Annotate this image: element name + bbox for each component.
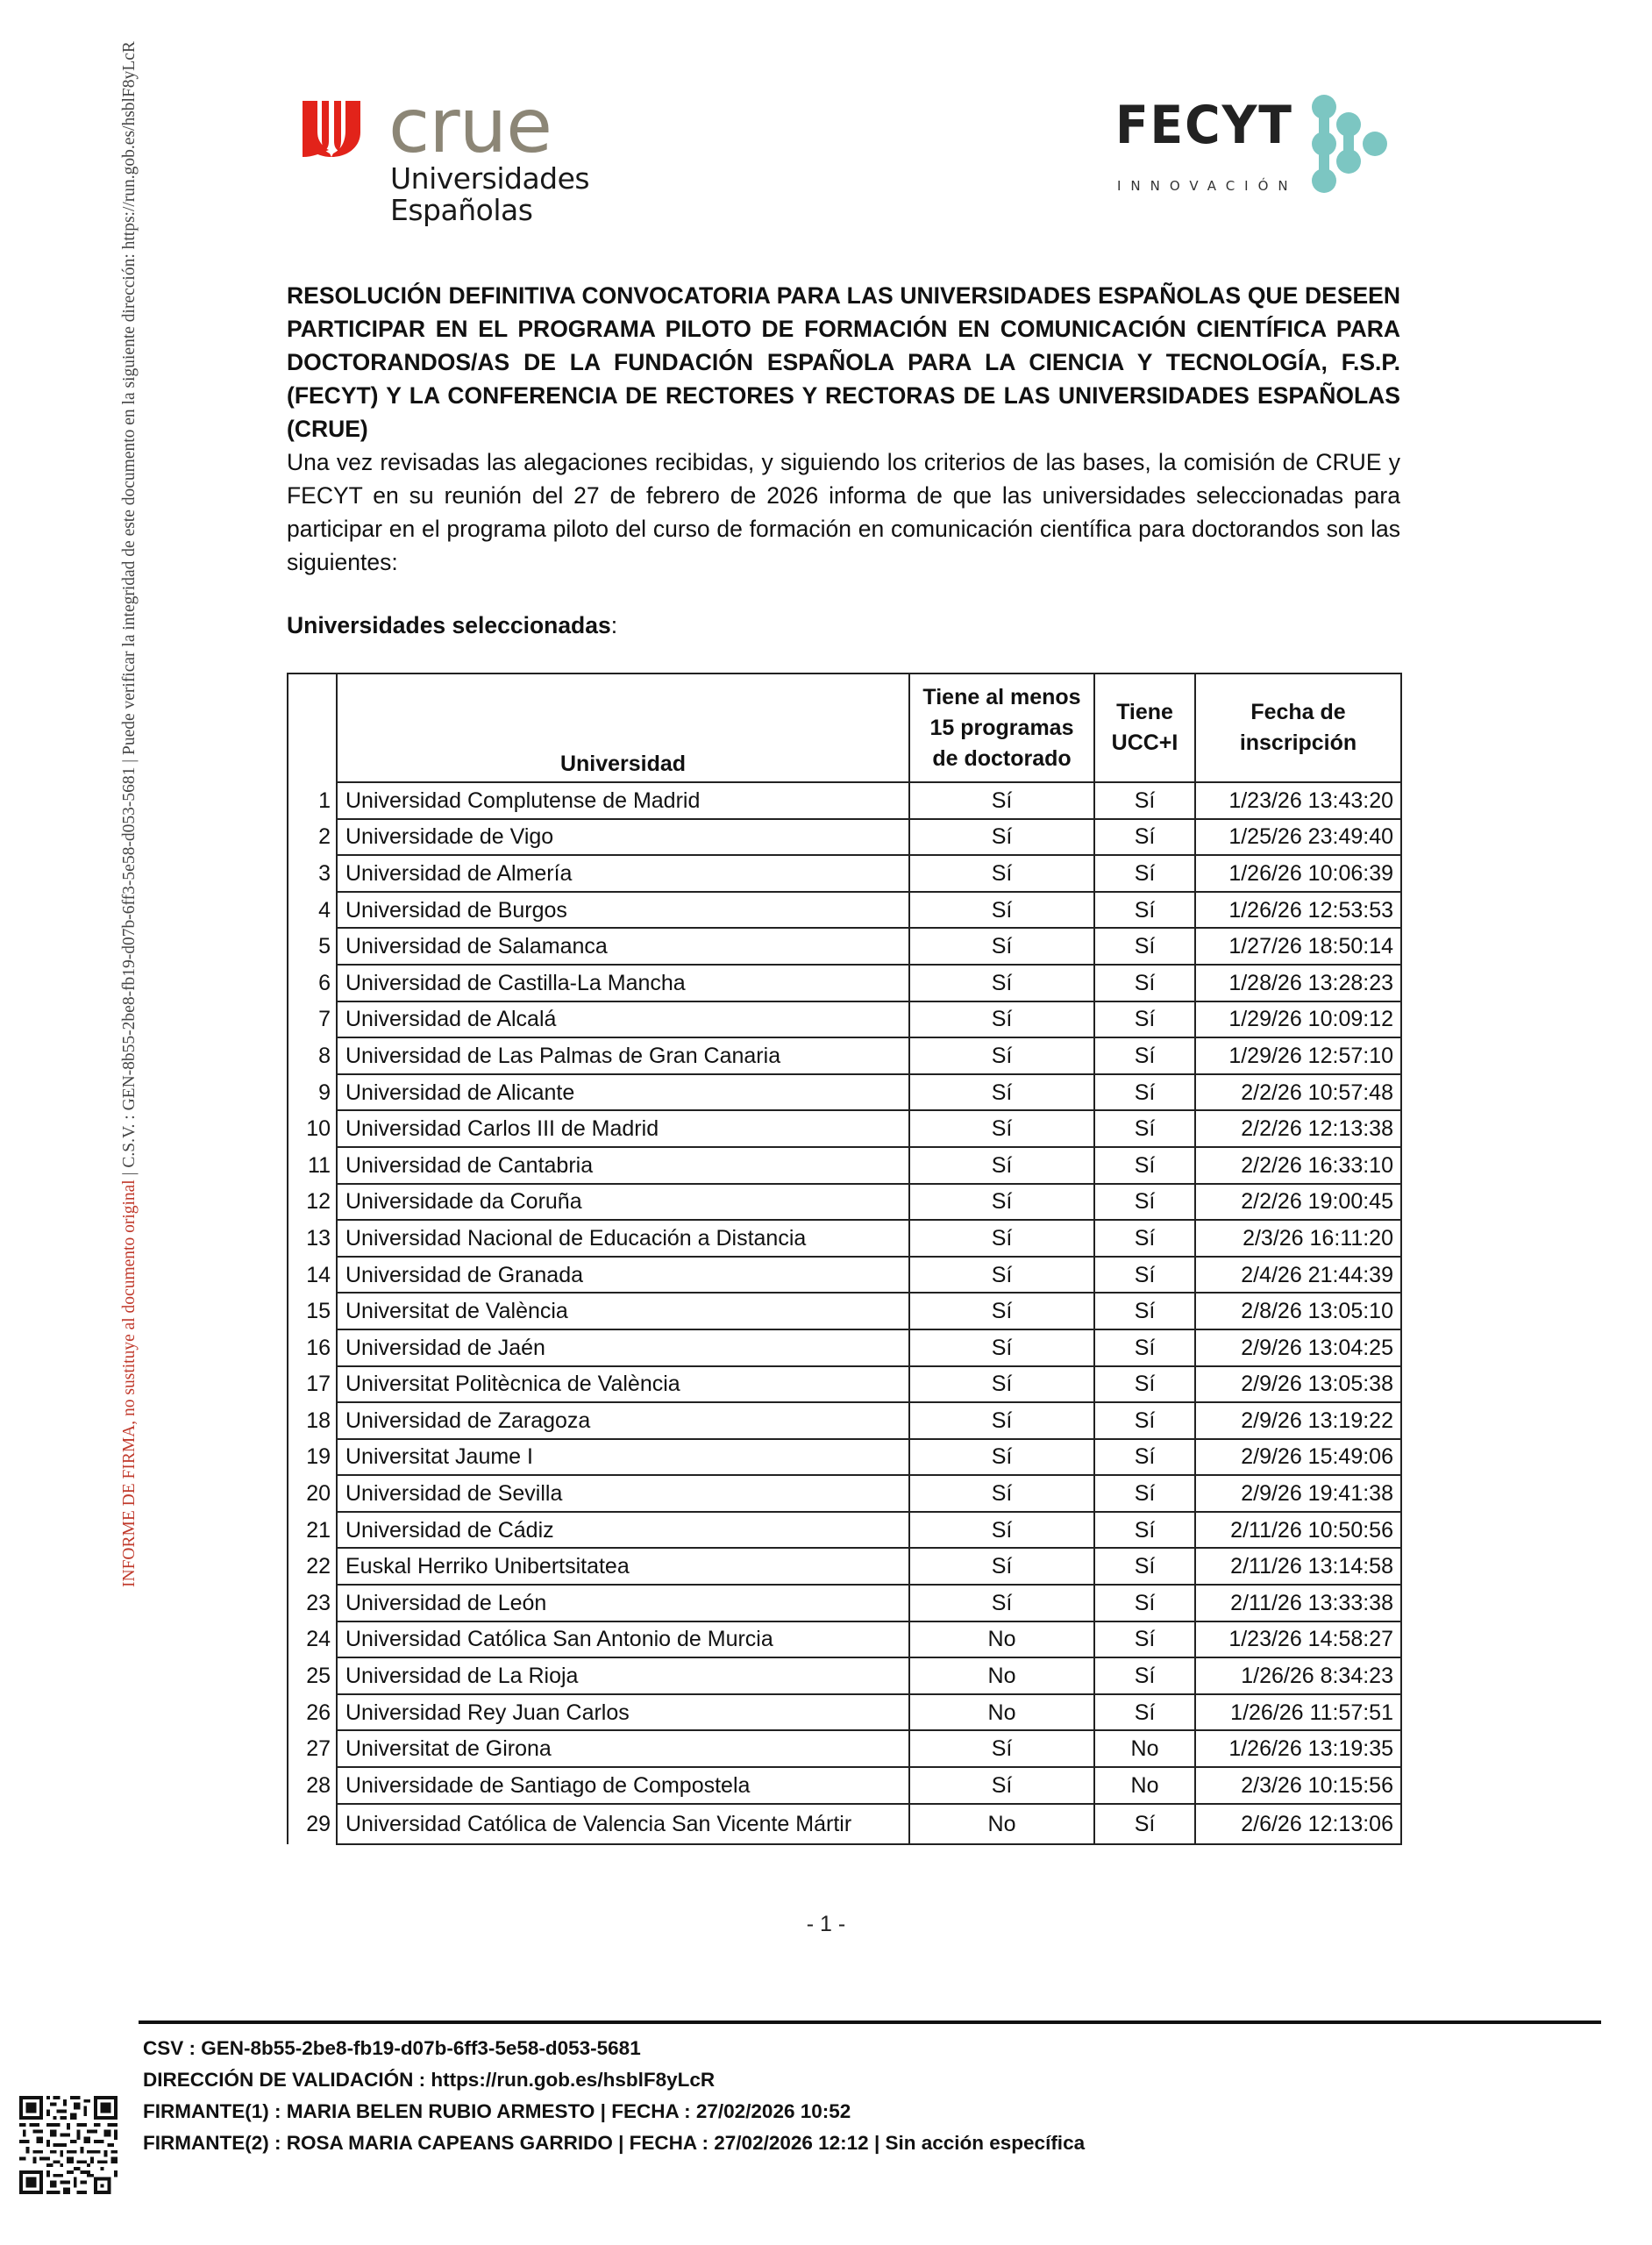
university-name: Euskal Herriko Unibertsitatea	[337, 1548, 909, 1585]
university-name: Universidad Complutense de Madrid	[337, 782, 909, 819]
footer-csv: CSV : GEN-8b55-2be8-fb19-d07b-6ff3-5e58-d053-5681	[143, 2037, 641, 2059]
registration-date: 1/25/26 23:49:40	[1195, 819, 1401, 856]
side-stamp-csv-text: | C.S.V. : GEN-8b55-2be8-fb19-d07b-6ff3-5e58-d053-5681 | Puede verificar la integridad de este documento en la siguiente dirección: https://run.gob.es/hsblF8yLcR	[120, 41, 139, 1180]
has-15-programs: Sí	[909, 892, 1094, 929]
footer-divider	[139, 2020, 1601, 2024]
has-15-programs: Sí	[909, 1767, 1094, 1804]
row-number: 22	[288, 1548, 337, 1585]
table-row	[288, 965, 1401, 1001]
university-name: Universidad Nacional de Educación a Distancia	[337, 1220, 909, 1257]
table-row	[288, 1657, 1401, 1694]
row-number: 1	[288, 782, 337, 819]
crue-subtitle-line1: Universidades	[390, 161, 590, 196]
row-number: 24	[288, 1621, 337, 1658]
crue-wordmark: crue	[388, 82, 552, 170]
table-row	[288, 1184, 1401, 1221]
row-number: 17	[288, 1366, 337, 1403]
registration-date: 2/9/26 19:41:38	[1195, 1475, 1401, 1512]
registration-date: 2/2/26 10:57:48	[1195, 1074, 1401, 1111]
registration-date: 2/4/26 21:44:39	[1195, 1257, 1401, 1294]
row-number: 27	[288, 1730, 337, 1767]
university-name: Universidad Católica San Antonio de Murcia	[337, 1621, 909, 1658]
row-number: 12	[288, 1184, 337, 1221]
universities-table	[287, 673, 1402, 1845]
table-row	[288, 1074, 1401, 1111]
university-name: Universidade de Santiago de Compostela	[337, 1767, 909, 1804]
table-row	[288, 1767, 1401, 1804]
has-ucci: Sí	[1094, 1657, 1195, 1694]
footer-signer-2: FIRMANTE(2) : ROSA MARIA CAPEANS GARRIDO | FECHA : 27/02/2026 12:12 | Sin acción específica	[143, 2132, 1086, 2154]
university-name: Universidad de Castilla-La Mancha	[337, 965, 909, 1001]
registration-date: 2/9/26 15:49:06	[1195, 1439, 1401, 1476]
section-heading	[287, 609, 617, 642]
header-programas: Tiene al menos 15 programas de doctorado	[909, 674, 1094, 782]
university-name: Universidade de Vigo	[337, 819, 909, 856]
table-row	[288, 1694, 1401, 1731]
registration-date: 2/2/26 19:00:45	[1195, 1184, 1401, 1221]
section-heading-text: Universidades seleccionadas	[287, 612, 611, 638]
has-ucci: Sí	[1094, 928, 1195, 965]
registration-date: 2/9/26 13:04:25	[1195, 1329, 1401, 1366]
registration-date: 1/26/26 8:34:23	[1195, 1657, 1401, 1694]
has-15-programs: Sí	[909, 1402, 1094, 1439]
university-name: Universitat Politècnica de València	[337, 1366, 909, 1403]
header-universidad: Universidad	[337, 674, 909, 782]
has-15-programs: Sí	[909, 1257, 1094, 1294]
has-ucci: Sí	[1094, 855, 1195, 892]
has-ucci: Sí	[1094, 1694, 1195, 1731]
crue-logo	[303, 82, 590, 230]
table-row	[288, 1804, 1401, 1844]
table-row	[288, 1329, 1401, 1366]
has-ucci: Sí	[1094, 1001, 1195, 1038]
has-15-programs: Sí	[909, 965, 1094, 1001]
has-15-programs: Sí	[909, 1220, 1094, 1257]
signature-footer	[143, 2033, 1085, 2159]
row-number: 8	[288, 1037, 337, 1074]
has-15-programs: Sí	[909, 1730, 1094, 1767]
registration-date: 2/6/26 12:13:06	[1195, 1804, 1401, 1844]
row-number: 9	[288, 1074, 337, 1111]
qr-code-icon	[19, 2096, 117, 2194]
has-15-programs: Sí	[909, 1585, 1094, 1621]
table-row	[288, 1110, 1401, 1147]
has-15-programs: No	[909, 1804, 1094, 1844]
row-number: 29	[288, 1804, 337, 1844]
has-ucci: Sí	[1094, 1475, 1195, 1512]
fecyt-molecule-icon	[1305, 92, 1392, 210]
row-number: 11	[288, 1147, 337, 1184]
registration-date: 1/29/26 12:57:10	[1195, 1037, 1401, 1074]
university-name: Universitat de Girona	[337, 1730, 909, 1767]
has-ucci: Sí	[1094, 819, 1195, 856]
university-name: Universidad de La Rioja	[337, 1657, 909, 1694]
university-name: Universidad de Cantabria	[337, 1147, 909, 1184]
row-number: 13	[288, 1220, 337, 1257]
row-number: 14	[288, 1257, 337, 1294]
row-number: 26	[288, 1694, 337, 1731]
has-15-programs: Sí	[909, 928, 1094, 965]
university-name: Universidad de Burgos	[337, 892, 909, 929]
has-ucci: Sí	[1094, 1220, 1195, 1257]
row-number: 19	[288, 1439, 337, 1476]
table-row	[288, 1037, 1401, 1074]
table-row	[288, 928, 1401, 965]
registration-date: 2/9/26 13:19:22	[1195, 1402, 1401, 1439]
university-name: Universidad de Sevilla	[337, 1475, 909, 1512]
crue-shield-icon	[303, 101, 360, 157]
university-name: Universidad de Zaragoza	[337, 1402, 909, 1439]
university-name: Universidade da Coruña	[337, 1184, 909, 1221]
table-row	[288, 1475, 1401, 1512]
has-ucci: Sí	[1094, 1366, 1195, 1403]
header-ucci: Tiene UCC+I	[1094, 674, 1195, 782]
has-15-programs: No	[909, 1657, 1094, 1694]
university-name: Universidad de Almería	[337, 855, 909, 892]
university-name: Universitat Jaume I	[337, 1439, 909, 1476]
registration-date: 2/11/26 10:50:56	[1195, 1512, 1401, 1549]
registration-date: 2/3/26 10:15:56	[1195, 1767, 1401, 1804]
has-15-programs: No	[909, 1694, 1094, 1731]
has-ucci: Sí	[1094, 1184, 1195, 1221]
has-15-programs: Sí	[909, 819, 1094, 856]
document-title: RESOLUCIÓN DEFINITIVA CONVOCATORIA PARA LAS UNIVERSIDADES ESPAÑOLAS QUE DESEEN PARTICIPAR EN EL PROGRAMA PILOTO DE FORMACIÓN EN COMUNICACIÓN CIENTÍFICA PARA DOCTORANDOS/AS DE LA FUNDACIÓN ESPAÑOLA PARA LA CIENCIA Y TECNOLOGÍA, F.S.P. (FECYT) Y LA CONFERENCIA DE RECTORES Y RECTORAS DE LAS UNIVERSIDADES ESPAÑOLAS (CRUE)	[287, 282, 1400, 442]
table-row	[288, 1001, 1401, 1038]
table-row	[288, 782, 1401, 819]
university-name: Universitat de València	[337, 1293, 909, 1329]
registration-date: 1/29/26 10:09:12	[1195, 1001, 1401, 1038]
row-number: 25	[288, 1657, 337, 1694]
has-ucci: Sí	[1094, 1548, 1195, 1585]
university-name: Universidad de Granada	[337, 1257, 909, 1294]
table-row	[288, 1293, 1401, 1329]
university-name: Universidad Carlos III de Madrid	[337, 1110, 909, 1147]
has-ucci: Sí	[1094, 1147, 1195, 1184]
row-number: 23	[288, 1585, 337, 1621]
has-ucci: No	[1094, 1767, 1195, 1804]
registration-date: 1/26/26 13:19:35	[1195, 1730, 1401, 1767]
registration-date: 2/2/26 12:13:38	[1195, 1110, 1401, 1147]
has-ucci: Sí	[1094, 1804, 1195, 1844]
has-15-programs: Sí	[909, 855, 1094, 892]
has-15-programs: Sí	[909, 1074, 1094, 1111]
has-ucci: Sí	[1094, 1110, 1195, 1147]
has-15-programs: Sí	[909, 1329, 1094, 1366]
registration-date: 2/3/26 16:11:20	[1195, 1220, 1401, 1257]
registration-date: 1/23/26 14:58:27	[1195, 1621, 1401, 1658]
has-ucci: Sí	[1094, 1402, 1195, 1439]
fecyt-subtitle: INNOVACIÓN	[1117, 178, 1298, 194]
footer-validation-url: DIRECCIÓN DE VALIDACIÓN : https://run.gob.es/hsblF8yLcR	[143, 2069, 716, 2091]
has-15-programs: Sí	[909, 1293, 1094, 1329]
table-row	[288, 1257, 1401, 1294]
registration-date: 1/27/26 18:50:14	[1195, 928, 1401, 965]
has-15-programs: Sí	[909, 1184, 1094, 1221]
registration-date: 1/26/26 12:53:53	[1195, 892, 1401, 929]
row-number: 5	[288, 928, 337, 965]
has-ucci: Sí	[1094, 1037, 1195, 1074]
university-name: Universidad Católica de Valencia San Vicente Mártir	[337, 1804, 909, 1844]
registration-date: 1/28/26 13:28:23	[1195, 965, 1401, 1001]
row-number: 7	[288, 1001, 337, 1038]
registration-date: 1/26/26 10:06:39	[1195, 855, 1401, 892]
has-ucci: Sí	[1094, 782, 1195, 819]
has-15-programs: Sí	[909, 1548, 1094, 1585]
registration-date: 1/26/26 11:57:51	[1195, 1694, 1401, 1731]
has-15-programs: Sí	[909, 1001, 1094, 1038]
row-number: 10	[288, 1110, 337, 1147]
table-row	[288, 855, 1401, 892]
row-number: 20	[288, 1475, 337, 1512]
university-name: Universidad de León	[337, 1585, 909, 1621]
university-name: Universidad de Las Palmas de Gran Canaria	[337, 1037, 909, 1074]
document-body-paragraph: Una vez revisadas las alegaciones recibidas, y siguiendo los criterios de las bases, la comisión de CRUE y FECYT en su reunión del 27 de febrero de 2026 informa de que las universidades seleccionadas para participar en el programa piloto del curso de formación en comunicación científica para doctorandos son las siguientes:	[287, 449, 1400, 575]
registration-date: 2/9/26 13:05:38	[1195, 1366, 1401, 1403]
side-stamp-warning: INFORME DE FIRMA, no sustituye al documento original	[120, 1180, 139, 1587]
registration-date: 2/8/26 13:05:10	[1195, 1293, 1401, 1329]
row-number: 15	[288, 1293, 337, 1329]
page-number: - 1 -	[806, 1912, 846, 1936]
has-ucci: Sí	[1094, 1512, 1195, 1549]
registration-date: 2/11/26 13:33:38	[1195, 1585, 1401, 1621]
has-15-programs: No	[909, 1621, 1094, 1658]
university-name: Universidad Rey Juan Carlos	[337, 1694, 909, 1731]
fecyt-wordmark: FECYT	[1115, 95, 1293, 156]
table-row	[288, 1512, 1401, 1549]
table-row	[288, 1147, 1401, 1184]
row-number: 21	[288, 1512, 337, 1549]
section-heading-colon: :	[610, 612, 618, 638]
side-verification-stamp	[119, 41, 140, 1587]
registration-date: 2/2/26 16:33:10	[1195, 1147, 1401, 1184]
has-15-programs: Sí	[909, 1037, 1094, 1074]
row-number: 2	[288, 819, 337, 856]
table-row	[288, 819, 1401, 856]
has-15-programs: Sí	[909, 1110, 1094, 1147]
row-number: 16	[288, 1329, 337, 1366]
table-row	[288, 1585, 1401, 1621]
registration-date: 1/23/26 13:43:20	[1195, 782, 1401, 819]
crue-subtitle-line2: Españolas	[390, 193, 533, 227]
has-ucci: Sí	[1094, 1439, 1195, 1476]
table-row	[288, 1220, 1401, 1257]
university-name: Universidad de Cádiz	[337, 1512, 909, 1549]
table-row	[288, 1366, 1401, 1403]
table-row	[288, 1402, 1401, 1439]
table-row	[288, 892, 1401, 929]
has-15-programs: Sí	[909, 1366, 1094, 1403]
has-ucci: Sí	[1094, 1257, 1195, 1294]
has-15-programs: Sí	[909, 1475, 1094, 1512]
university-name: Universidad de Jaén	[337, 1329, 909, 1366]
table-header-row	[288, 674, 1401, 782]
row-number: 18	[288, 1402, 337, 1439]
has-ucci: Sí	[1094, 1074, 1195, 1111]
has-ucci: Sí	[1094, 892, 1195, 929]
has-ucci: Sí	[1094, 1293, 1195, 1329]
has-15-programs: Sí	[909, 782, 1094, 819]
university-name: Universidad de Salamanca	[337, 928, 909, 965]
row-number: 6	[288, 965, 337, 1001]
registration-date: 2/11/26 13:14:58	[1195, 1548, 1401, 1585]
table-row	[288, 1439, 1401, 1476]
fecyt-logo	[1112, 92, 1392, 210]
row-number: 28	[288, 1767, 337, 1804]
has-ucci: Sí	[1094, 1585, 1195, 1621]
university-name: Universidad de Alcalá	[337, 1001, 909, 1038]
row-number: 3	[288, 855, 337, 892]
row-number: 4	[288, 892, 337, 929]
has-ucci: No	[1094, 1730, 1195, 1767]
has-ucci: Sí	[1094, 965, 1195, 1001]
university-name: Universidad de Alicante	[337, 1074, 909, 1111]
footer-signer-1: FIRMANTE(1) : MARIA BELEN RUBIO ARMESTO | FECHA : 27/02/2026 10:52	[143, 2100, 851, 2122]
table-row	[288, 1548, 1401, 1585]
has-15-programs: Sí	[909, 1147, 1094, 1184]
has-15-programs: Sí	[909, 1512, 1094, 1549]
header-fecha: Fecha de inscripción	[1195, 674, 1401, 782]
header-number	[288, 674, 337, 782]
table-body	[288, 782, 1401, 1844]
has-ucci: Sí	[1094, 1329, 1195, 1366]
has-15-programs: Sí	[909, 1439, 1094, 1476]
has-ucci: Sí	[1094, 1621, 1195, 1658]
table-row	[288, 1621, 1401, 1658]
table-row	[288, 1730, 1401, 1767]
